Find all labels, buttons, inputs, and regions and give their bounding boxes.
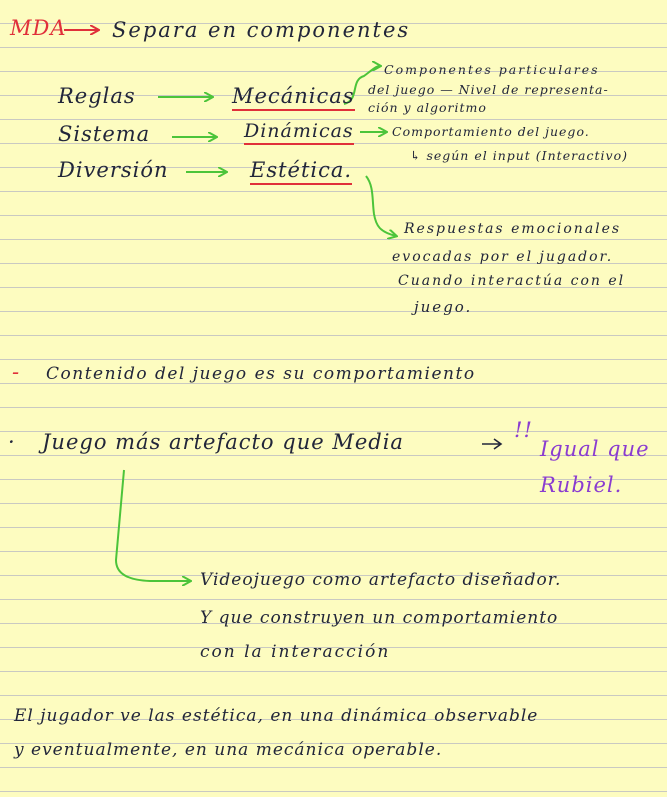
note-mecanicas-3: ción y algoritmo [368,100,487,115]
video-note-2: Y que construyen un comportamiento [200,608,559,628]
pair-right-dinamicas: Dinámicas [244,122,354,145]
aside-marks: !! [514,418,533,442]
section3-text: Juego más artefacto que Media [42,430,404,454]
pair-right-estetica: Estética. [250,160,352,185]
section2-bullet: - [12,360,21,384]
note-dinamicas-1: Comportamiento del juego. [392,124,590,139]
video-note-3: con la interacción [200,642,391,662]
pair-left-reglas: Reglas [58,84,136,108]
arrow-video-note [116,470,190,581]
pair-left-sistema: Sistema [58,122,151,146]
note-mecanicas-1: Componentes particulares [384,62,600,77]
pair-left-diversion: Diversión [58,158,169,182]
note-dinamicas-2: ↳ según el input (Interactivo) [410,148,629,163]
aside-text: Igual que Rubiel. [540,437,650,497]
note-estetica-4: juego. [414,298,473,316]
note-estetica-3: Cuando interactúa con el [398,273,626,289]
section4-line2: y eventualmente, en una mecánica operable. [14,740,443,760]
arrow-media-aside [482,439,501,449]
section4-line1: El jugador ve las estética, en una dinámica observable [14,706,539,726]
section3-bullet: · [8,430,16,454]
section2-text: Contenido del juego es su comportamiento [46,364,476,384]
page-title: Separa en componentes [112,18,411,42]
mda-label: MDA [10,16,67,40]
note-mecanicas-2: del juego — Nivel de representa- [368,82,609,97]
note-estetica-1: Respuestas emocionales [404,221,622,237]
arrow-estetica-note [366,176,396,236]
video-note-1: Videojuego como artefacto diseñador. [200,570,562,590]
pair-right-mecanicas: Mecánicas [232,86,355,111]
note-estetica-2: evocadas por el jugador. [392,249,614,265]
